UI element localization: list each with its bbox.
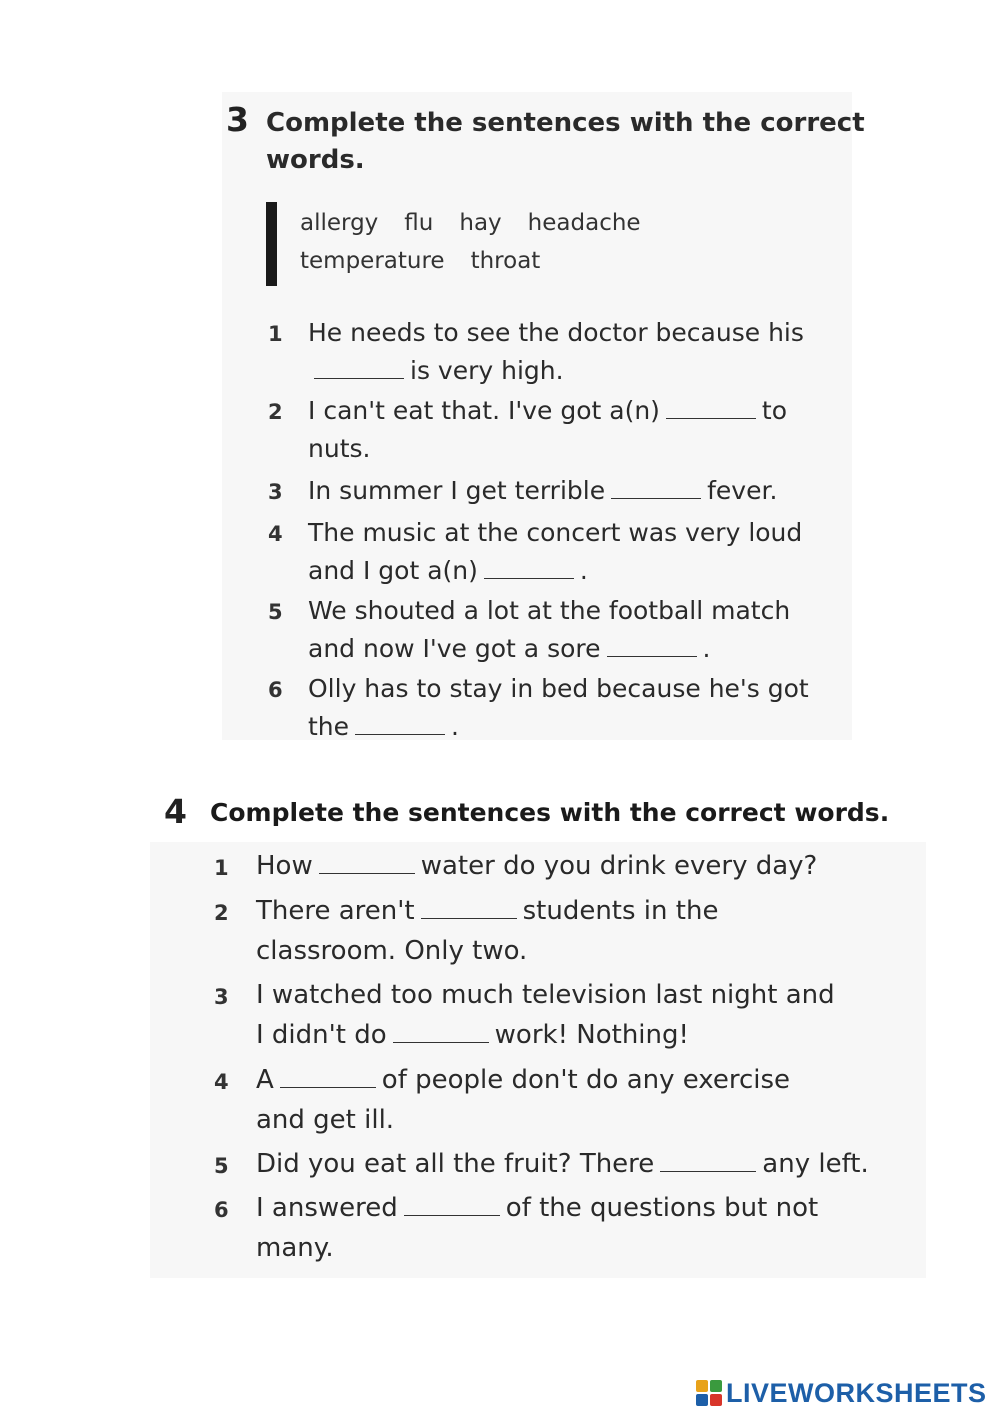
item-text: any left. [762, 1149, 869, 1179]
item-text: fever. [707, 476, 778, 505]
item-line-1 [308, 596, 790, 625]
word-box-row-1 [300, 210, 667, 236]
item-line-2 [256, 1020, 689, 1050]
item-text: A [256, 1065, 274, 1095]
item-text: . [702, 634, 711, 663]
item-text: is very high. [410, 356, 564, 385]
liveworksheets-logo-icon [696, 1380, 722, 1406]
word-box [266, 202, 696, 286]
item-line-2 [308, 434, 370, 463]
item-text: many. [256, 1233, 334, 1263]
item-line-2 [256, 1105, 394, 1135]
item-text: . [579, 556, 588, 585]
item-text: Did you eat all the fruit? There [256, 1149, 655, 1179]
word-throat: throat [470, 248, 541, 274]
item-text: water do you drink every day? [420, 851, 818, 881]
word-flu: flu [404, 210, 434, 236]
item-number: 3 [268, 480, 283, 504]
exercise-4-title: Complete the sentences with the correct words. [210, 798, 890, 827]
item-text: of the questions but not [505, 1193, 819, 1223]
answer-blank[interactable] [393, 1041, 489, 1043]
exercise-3-number: 3 [226, 100, 249, 139]
answer-blank[interactable] [355, 733, 445, 735]
item-text: and I got a(n) [308, 556, 478, 585]
item-text: I didn't do [256, 1020, 387, 1050]
item-text: Olly has to stay in bed because he's got [308, 674, 809, 703]
item-text: and get ill. [256, 1105, 395, 1135]
answer-blank[interactable] [319, 872, 415, 874]
item-line-1 [256, 980, 835, 1010]
item-text: the [308, 712, 350, 741]
word-box-bar [266, 202, 277, 286]
answer-blank[interactable] [660, 1170, 756, 1172]
exercise-3-title-line-1: Complete the sentences with the correct [266, 108, 865, 138]
item-text: There aren't [256, 896, 415, 926]
answer-blank[interactable] [484, 577, 574, 579]
item-number: 1 [268, 322, 283, 346]
item-text: students in the [522, 896, 719, 926]
answer-blank[interactable] [611, 497, 701, 499]
item-text: I watched too much television last night and [256, 980, 835, 1010]
item-text: of people don't do any exercise [381, 1065, 791, 1095]
item-text: He needs to see the doctor because his [308, 318, 804, 347]
item-line-1 [308, 318, 804, 347]
item-text: I answered [256, 1193, 398, 1223]
word-headache: headache [527, 210, 641, 236]
item-text: . [451, 712, 459, 741]
item-line-1 [256, 1065, 790, 1095]
logo-text: LIVEWORKSHEETS [726, 1377, 987, 1408]
item-line-2 [308, 556, 588, 585]
item-number: 4 [214, 1070, 229, 1094]
item-number: 6 [268, 678, 283, 702]
item-number: 5 [268, 600, 283, 624]
item-number: 6 [214, 1198, 229, 1222]
item-line-2 [256, 1233, 334, 1263]
item-line-1 [308, 476, 777, 505]
answer-blank[interactable] [666, 417, 756, 419]
item-line-2 [308, 356, 564, 385]
item-text: work! Nothing! [494, 1020, 689, 1050]
exercise-4-number: 4 [164, 792, 187, 831]
item-line-2 [308, 634, 710, 663]
item-text: and now I've got a sore [308, 634, 601, 663]
answer-blank[interactable] [607, 655, 697, 657]
word-hay: hay [459, 210, 502, 236]
answer-blank[interactable] [314, 377, 404, 379]
item-line-2 [308, 712, 459, 741]
item-text: We shouted a lot at the football match [308, 596, 791, 625]
item-number: 1 [214, 856, 229, 880]
item-line-1 [308, 674, 809, 703]
item-line-1 [256, 851, 817, 881]
item-text: to [761, 396, 788, 425]
answer-blank[interactable] [421, 917, 517, 919]
word-allergy: allergy [300, 210, 379, 236]
item-line-2 [256, 936, 527, 966]
item-text: nuts. [308, 434, 371, 463]
item-line-1 [256, 1193, 818, 1223]
item-text: How [256, 851, 313, 881]
item-text: The music at the concert was very loud [308, 518, 803, 547]
item-line-1 [256, 896, 718, 926]
item-number: 3 [214, 985, 229, 1009]
item-text: I can't eat that. I've got a(n) [308, 396, 660, 425]
item-line-1 [308, 396, 787, 425]
answer-blank[interactable] [404, 1214, 500, 1216]
word-temperature: temperature [300, 248, 445, 274]
item-line-1 [256, 1149, 869, 1179]
item-number: 2 [268, 400, 283, 424]
answer-blank[interactable] [280, 1086, 376, 1088]
item-number: 5 [214, 1154, 229, 1178]
exercise-3-title-line-2: words. [266, 145, 365, 175]
item-text: In summer I get terrible [308, 476, 606, 505]
item-number: 4 [268, 522, 283, 546]
item-line-1 [308, 518, 802, 547]
word-box-row-2 [300, 248, 566, 274]
item-number: 2 [214, 901, 229, 925]
liveworksheets-logo [696, 1376, 987, 1410]
item-text: classroom. Only two. [256, 936, 528, 966]
